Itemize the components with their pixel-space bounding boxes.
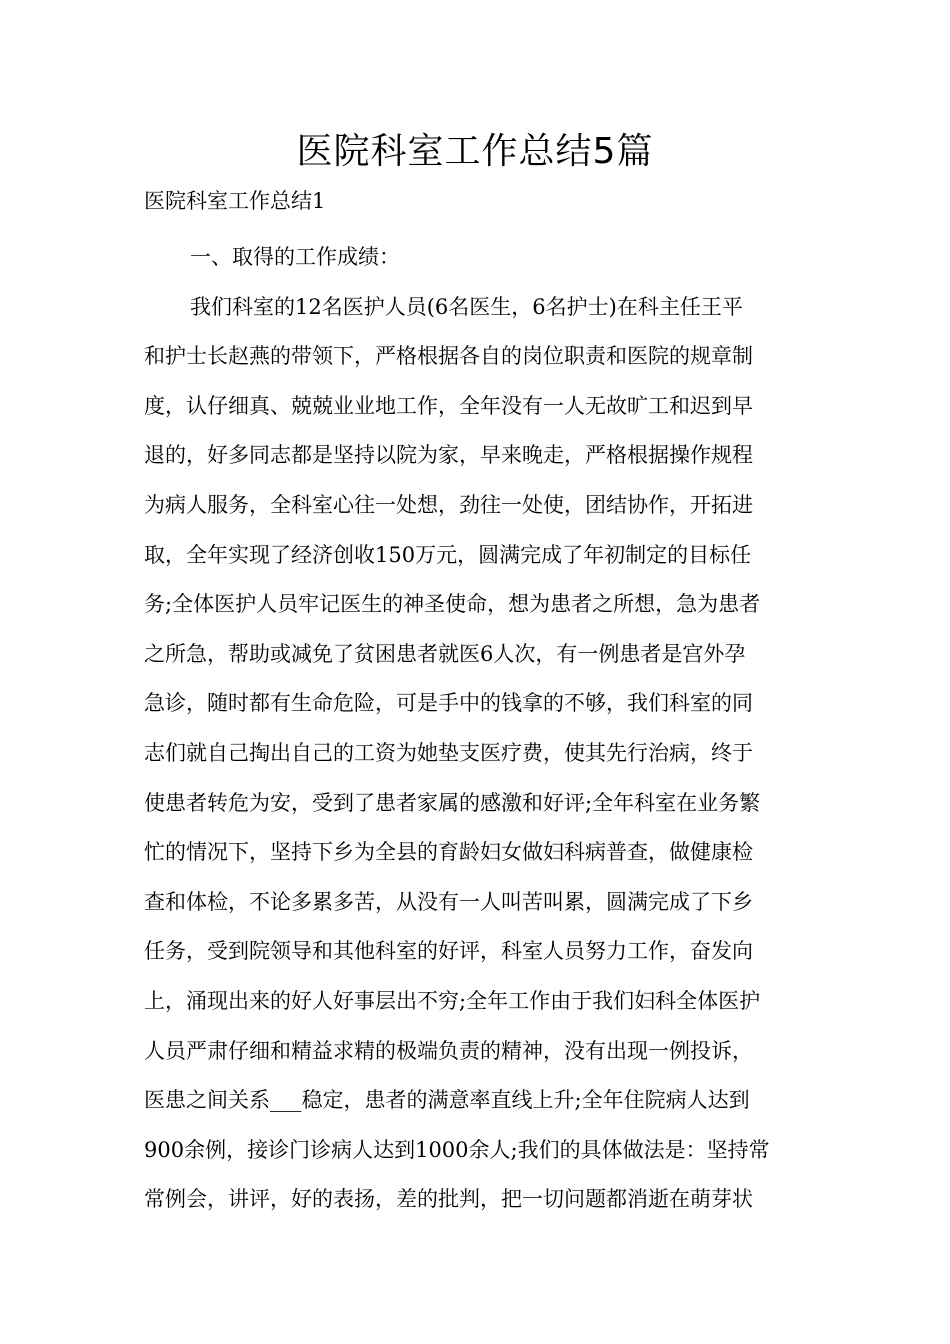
paragraph-line: 医患之间关系___稳定，患者的满意率直线上升;全年住院病人达到	[144, 1088, 750, 1113]
paragraph-line: 任务，受到院领导和其他科室的好评，科室人员努力工作，奋发向	[144, 939, 753, 964]
document-title: 医院科室工作总结5篇	[296, 131, 654, 172]
paragraph-line: 为病人服务，全科室心往一处想，劲往一处使，团结协作，开拓进	[144, 492, 753, 517]
paragraph-line: 务;全体医护人员牢记医生的神圣使命，想为患者之所想，急为患者	[144, 592, 761, 617]
paragraph-line: 人员严肃仔细和精益求精的极端负责的精神，没有出现一例投诉，	[144, 1038, 753, 1063]
paragraph-line: 急诊，随时都有生命危险，可是手中的钱拿的不够，我们科室的同	[144, 691, 753, 716]
paragraph-line: 忙的情况下，坚持下乡为全县的育龄妇女做妇科病普查，做健康检	[144, 840, 753, 865]
document-body	[144, 233, 808, 1225]
paragraph-line: 度，认仔细真、兢兢业业地工作，全年没有一人无故旷工和迟到早	[144, 393, 753, 418]
paragraph-line: 查和体检，不论多累多苦，从没有一人叫苦叫累，圆满完成了下乡	[144, 889, 753, 914]
paragraph-line: 志们就自己掏出自己的工资为她垫支医疗费，使其先行治病，终于	[144, 740, 753, 765]
paragraph-line: 上，涌现出来的好人好事层出不穷;全年工作由于我们妇科全体医护	[144, 988, 761, 1013]
paragraph-line: 我们科室的12名医护人员(6名医生，6名护士)在科主任王平	[190, 294, 743, 319]
paragraph-line: 取，全年实现了经济创收150万元，圆满完成了年初制定的目标任	[144, 542, 752, 567]
document-subtitle: 医院科室工作总结1	[144, 189, 326, 213]
paragraph-line: 常例会，讲评，好的表扬，差的批判，把一切问题都消逝在萌芽状	[144, 1187, 753, 1212]
paragraph-line: 900余例，接诊门诊病人达到1000余人;我们的具体做法是：坚持常	[144, 1137, 770, 1162]
paragraph-line: 使患者转危为安，受到了患者家属的感激和好评;全年科室在业务繁	[144, 790, 761, 815]
paragraph-line: 和护士长赵燕的带领下，严格根据各自的岗位职责和医院的规章制	[144, 344, 753, 369]
paragraph-line: 退的，好多同志都是坚持以院为家，早来晚走，严格根据操作规程	[144, 443, 753, 468]
section-heading: 一、取得的工作成绩：	[190, 245, 400, 269]
paragraph-line: 之所急，帮助或减免了贫困患者就医6人次，有一例患者是宫外孕	[144, 641, 746, 666]
